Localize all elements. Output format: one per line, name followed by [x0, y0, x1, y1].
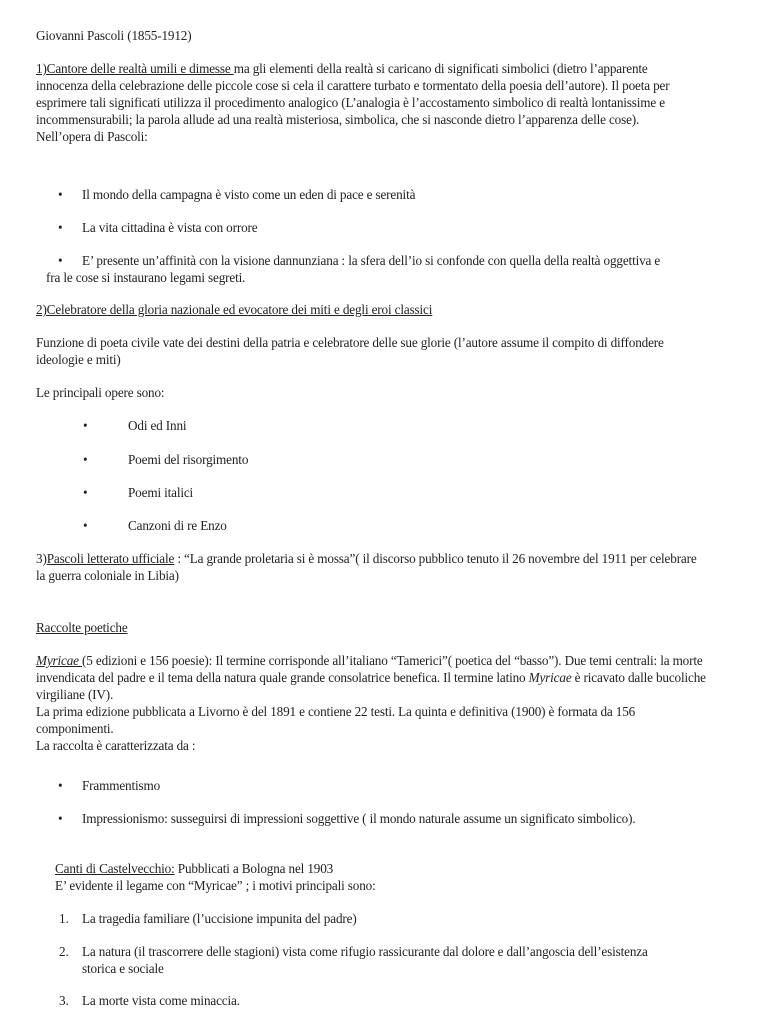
bullet-icon: • — [83, 418, 88, 433]
bullet-icon: • — [83, 518, 88, 533]
bullet-icon: • — [58, 187, 63, 202]
myricae-edizioni: La prima edizione pubblicata a Livorno è del 1891 e contiene 22 testi. La quinta e definitiva (1900) è formata da 156 componimenti. — [36, 704, 636, 736]
list-item: • Canzoni di re Enzo — [83, 518, 227, 533]
list-item: • E’ presente un’affinità con la visione dannunziana : la sfera dell’io si confonde con quella della realtà oggettiva e fra le cose si instaurano legami segreti. — [46, 253, 661, 285]
list-item: • La vita cittadina è vista con orrore — [58, 220, 258, 235]
list-item: • Il mondo della campagna è visto come un eden di pace e serenità — [58, 187, 416, 202]
section-1-paragraph — [36, 60, 696, 145]
section-2-intro: Le principali opere sono: — [36, 385, 165, 400]
bullet-icon: • — [58, 811, 63, 826]
myricae-paragraph: Myricae (5 edizioni e 156 poesie): Il termine corrisponde all’italiano “Tamerici”( poetica del “basso”). Due temi centrali: la morte invendicata del padre e il tema della natura quale grande consolatrice benefica. Il termine latino Myricae è ricavato dalle bucoliche virgiliane (IV). La prima edizione pubblicata a Livorno è del 1891 e contiene 22 testi. La quinta e definitiva (1900) è formata da 156 componimenti. La raccolta è caratterizzata da : — [36, 652, 716, 754]
list-item: 1. La tragedia familiare (l’uccisione impunita del padre) — [59, 911, 357, 926]
bullet-icon: • — [58, 220, 63, 235]
list-item: • Poemi italici — [83, 485, 194, 500]
bullet-icon: • — [83, 452, 88, 467]
myricae-caratterizzata: La raccolta è caratterizzata da : — [36, 738, 196, 753]
canti-title: Canti di Castelvecchio: — [55, 861, 175, 876]
section-3-heading: Pascoli letterato ufficiale — [46, 551, 175, 566]
bullet-icon: • — [58, 253, 63, 268]
list-item: • Frammentismo — [58, 778, 161, 793]
canti-paragraph: Canti di Castelvecchio: Pubblicati a Bologna nel 1903 E’ evidente il legame con “Myricae” ; i motivi principali sono: — [55, 860, 715, 894]
raccolte-heading: Raccolte poetiche — [36, 620, 128, 635]
list-item: 3. La morte vista come minaccia. — [59, 993, 240, 1008]
canti-intro: E’ evidente il legame con “Myricae” ; i motivi principali sono: — [55, 878, 376, 893]
bullet-icon: • — [83, 485, 88, 500]
document-title: Giovanni Pascoli (1855-1912) — [36, 28, 192, 43]
list-item: • Poemi del risorgimento — [83, 452, 249, 467]
list-item: • Odi ed Inni — [83, 418, 187, 433]
bullet-icon: • — [58, 778, 63, 793]
list-item: 2. La natura (il trascorrere delle stagioni) vista come rifugio rassicurante dal dolore e dall’angoscia dell’esistenza storica e sociale — [59, 944, 648, 976]
section-3-paragraph: 3)Pascoli letterato ufficiale : “La grande proletaria si è mossa”( il discorso pubblico tenuto il 26 novembre del 1911 per celebrare la guerra coloniale in Libia) — [36, 551, 697, 583]
section-2-paragraph: Funzione di poeta civile vate dei destini della patria e celebratore delle sue glorie (l’autore assume il compito di diffondere ideologie e miti) — [36, 335, 664, 367]
list-item: • Impressionismo: susseguirsi di impressioni soggettive ( il mondo naturale assume un significato simbolico). — [58, 811, 636, 826]
section-1-heading: 1)Cantore delle realtà umili e dimesse — [36, 61, 234, 76]
section-1-text: ma gli elementi della realtà si caricano di significati simbolici (dietro l’apparente innocenza della celebrazione delle piccole cose si cela il carattere turbato e tormentato della poesia dell’autore). Il poeta per esprimere tali significati utilizza il procedimento analogico (L’analogia è l’accostamento simbolico di realtà lontanissime e incommensurabili; la parola allude ad una realtà misteriosa, simbolica, che si nasconde dietro l’apparenza delle cose). — [36, 61, 670, 127]
section-2-heading: 2)Celebratore della gloria nazionale ed evocatore dei miti e degli eroi classici — [36, 302, 433, 317]
section-1-intro: Nell’opera di Pascoli: — [36, 129, 148, 144]
myricae-title: Myricae — [36, 653, 83, 668]
